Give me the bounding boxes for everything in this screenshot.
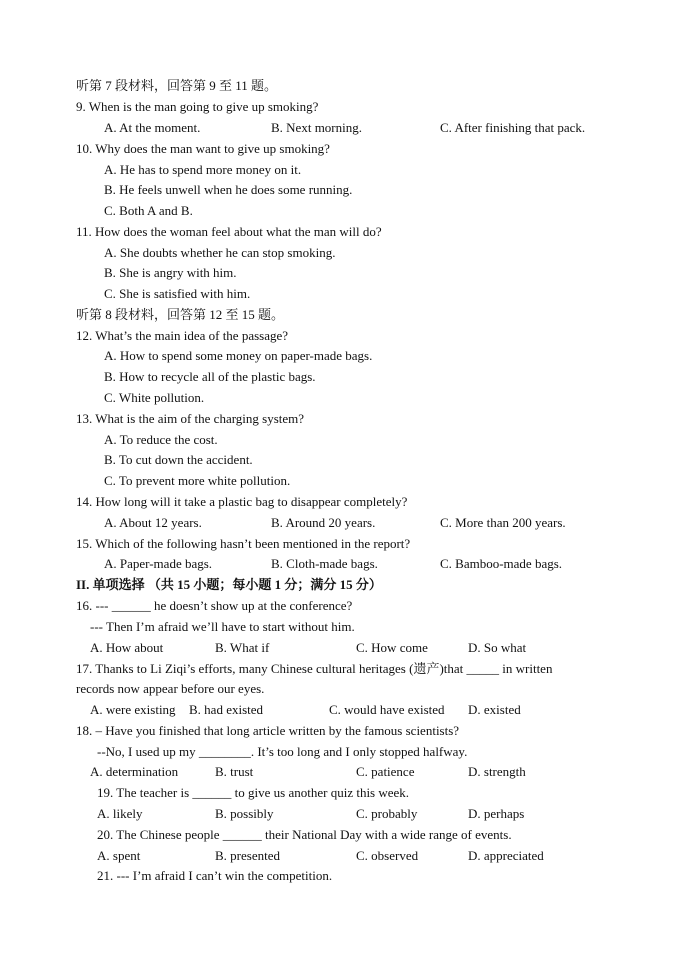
question-18-option-a: A. determination (90, 764, 179, 779)
question-18-option-d: D. strength (468, 764, 526, 779)
question-10-stem: 10. Why does the man want to give up smoking? (76, 141, 330, 156)
section-header-part7: 听第 7 段材料，回答第 9 至 11 题。 (76, 78, 278, 93)
question-13-option-b: B. To cut down the accident. (104, 452, 253, 467)
question-19-option-a: A. likely (97, 806, 143, 821)
question-15-option-b: B. Cloth-made bags. (271, 556, 378, 571)
question-11-stem: 11. How does the woman feel about what the man will do? (76, 224, 382, 239)
question-17-option-d: D. existed (468, 702, 521, 717)
question-19-option-b: B. possibly (215, 806, 274, 821)
question-13-stem: 13. What is the aim of the charging system? (76, 411, 305, 426)
question-20-option-a: A. spent (97, 848, 141, 863)
question-13-option-a: A. To reduce the cost. (104, 432, 218, 447)
question-17-option-c: C. would have existed (329, 702, 445, 717)
question-9-option-b: B. Next morning. (271, 120, 362, 135)
question-10-option-a: A. He has to spend more money on it. (104, 162, 302, 177)
question-13-option-c: C. To prevent more white pollution. (104, 473, 291, 488)
question-20-stem: 20. The Chinese people ______ their National Day with a wide range of events. (97, 827, 512, 842)
question-17-option-b: B. had existed (189, 702, 264, 717)
question-12-stem: 12. What’s the main idea of the passage? (76, 328, 289, 343)
question-20-option-c: C. observed (356, 848, 419, 863)
question-12-option-b: B. How to recycle all of the plastic bags. (104, 369, 316, 384)
question-15-stem: 15. Which of the following hasn’t been mentioned in the report? (76, 536, 411, 551)
question-10-option-c: C. Both A and B. (104, 203, 193, 218)
question-19-stem: 19. The teacher is ______ to give us another quiz this week. (97, 785, 410, 800)
question-16-reply: --- Then I’m afraid we’ll have to start without him. (90, 619, 355, 634)
question-18-option-b: B. trust (215, 764, 254, 779)
section-header-multiple-choice: II. 单项选择 （共 15 小题；每小题 1 分；满分 15 分） (76, 577, 382, 592)
question-15-option-a: A. Paper-made bags. (104, 556, 213, 571)
question-14-option-c: C. More than 200 years. (440, 515, 566, 530)
question-18-stem: 18. – Have you finished that long article written by the famous scientists? (76, 723, 460, 738)
question-18-reply: --No, I used up my ________. It’s too long and I only stopped halfway. (97, 744, 468, 759)
question-14-stem: 14. How long will it take a plastic bag to disappear completely? (76, 494, 408, 509)
question-15-option-c: C. Bamboo-made bags. (440, 556, 563, 571)
question-11-option-c: C. She is satisfied with him. (104, 286, 251, 301)
question-9-option-c: C. After finishing that pack. (440, 120, 586, 135)
question-16-option-d: D. So what (468, 640, 527, 655)
question-16-stem: 16. --- ______ he doesn’t show up at the conference? (76, 598, 353, 613)
question-20-option-b: B. presented (215, 848, 280, 863)
question-17-option-a: A. were existing (90, 702, 176, 717)
question-19-option-c: C. probably (356, 806, 418, 821)
question-12-option-c: C. White pollution. (104, 390, 205, 405)
question-20-option-d: D. appreciated (468, 848, 544, 863)
question-14-option-b: B. Around 20 years. (271, 515, 376, 530)
question-11-option-b: B. She is angry with him. (104, 265, 237, 280)
question-16-option-c: C. How come (356, 640, 428, 655)
question-14-option-a: A. About 12 years. (104, 515, 202, 530)
question-17-stem: 17. Thanks to Li Ziqi’s efforts, many Chinese cultural heritages (遗产)that _____ in written (76, 661, 553, 676)
question-18-option-c: C. patience (356, 764, 415, 779)
question-17-stem-continued: records now appear before our eyes. (76, 681, 265, 696)
question-21-stem: 21. --- I’m afraid I can’t win the competition. (97, 868, 333, 883)
question-16-option-b: B. What if (215, 640, 270, 655)
question-11-option-a: A. She doubts whether he can stop smoking. (104, 245, 336, 260)
question-16-option-a: A. How about (90, 640, 164, 655)
question-9-option-a: A. At the moment. (104, 120, 201, 135)
section-header-part8: 听第 8 段材料，回答第 12 至 15 题。 (76, 307, 285, 322)
question-19-option-d: D. perhaps (468, 806, 525, 821)
question-10-option-b: B. He feels unwell when he does some running. (104, 182, 353, 197)
question-9-stem: 9. When is the man going to give up smoking? (76, 99, 319, 114)
question-12-option-a: A. How to spend some money on paper-made bags. (104, 348, 373, 363)
